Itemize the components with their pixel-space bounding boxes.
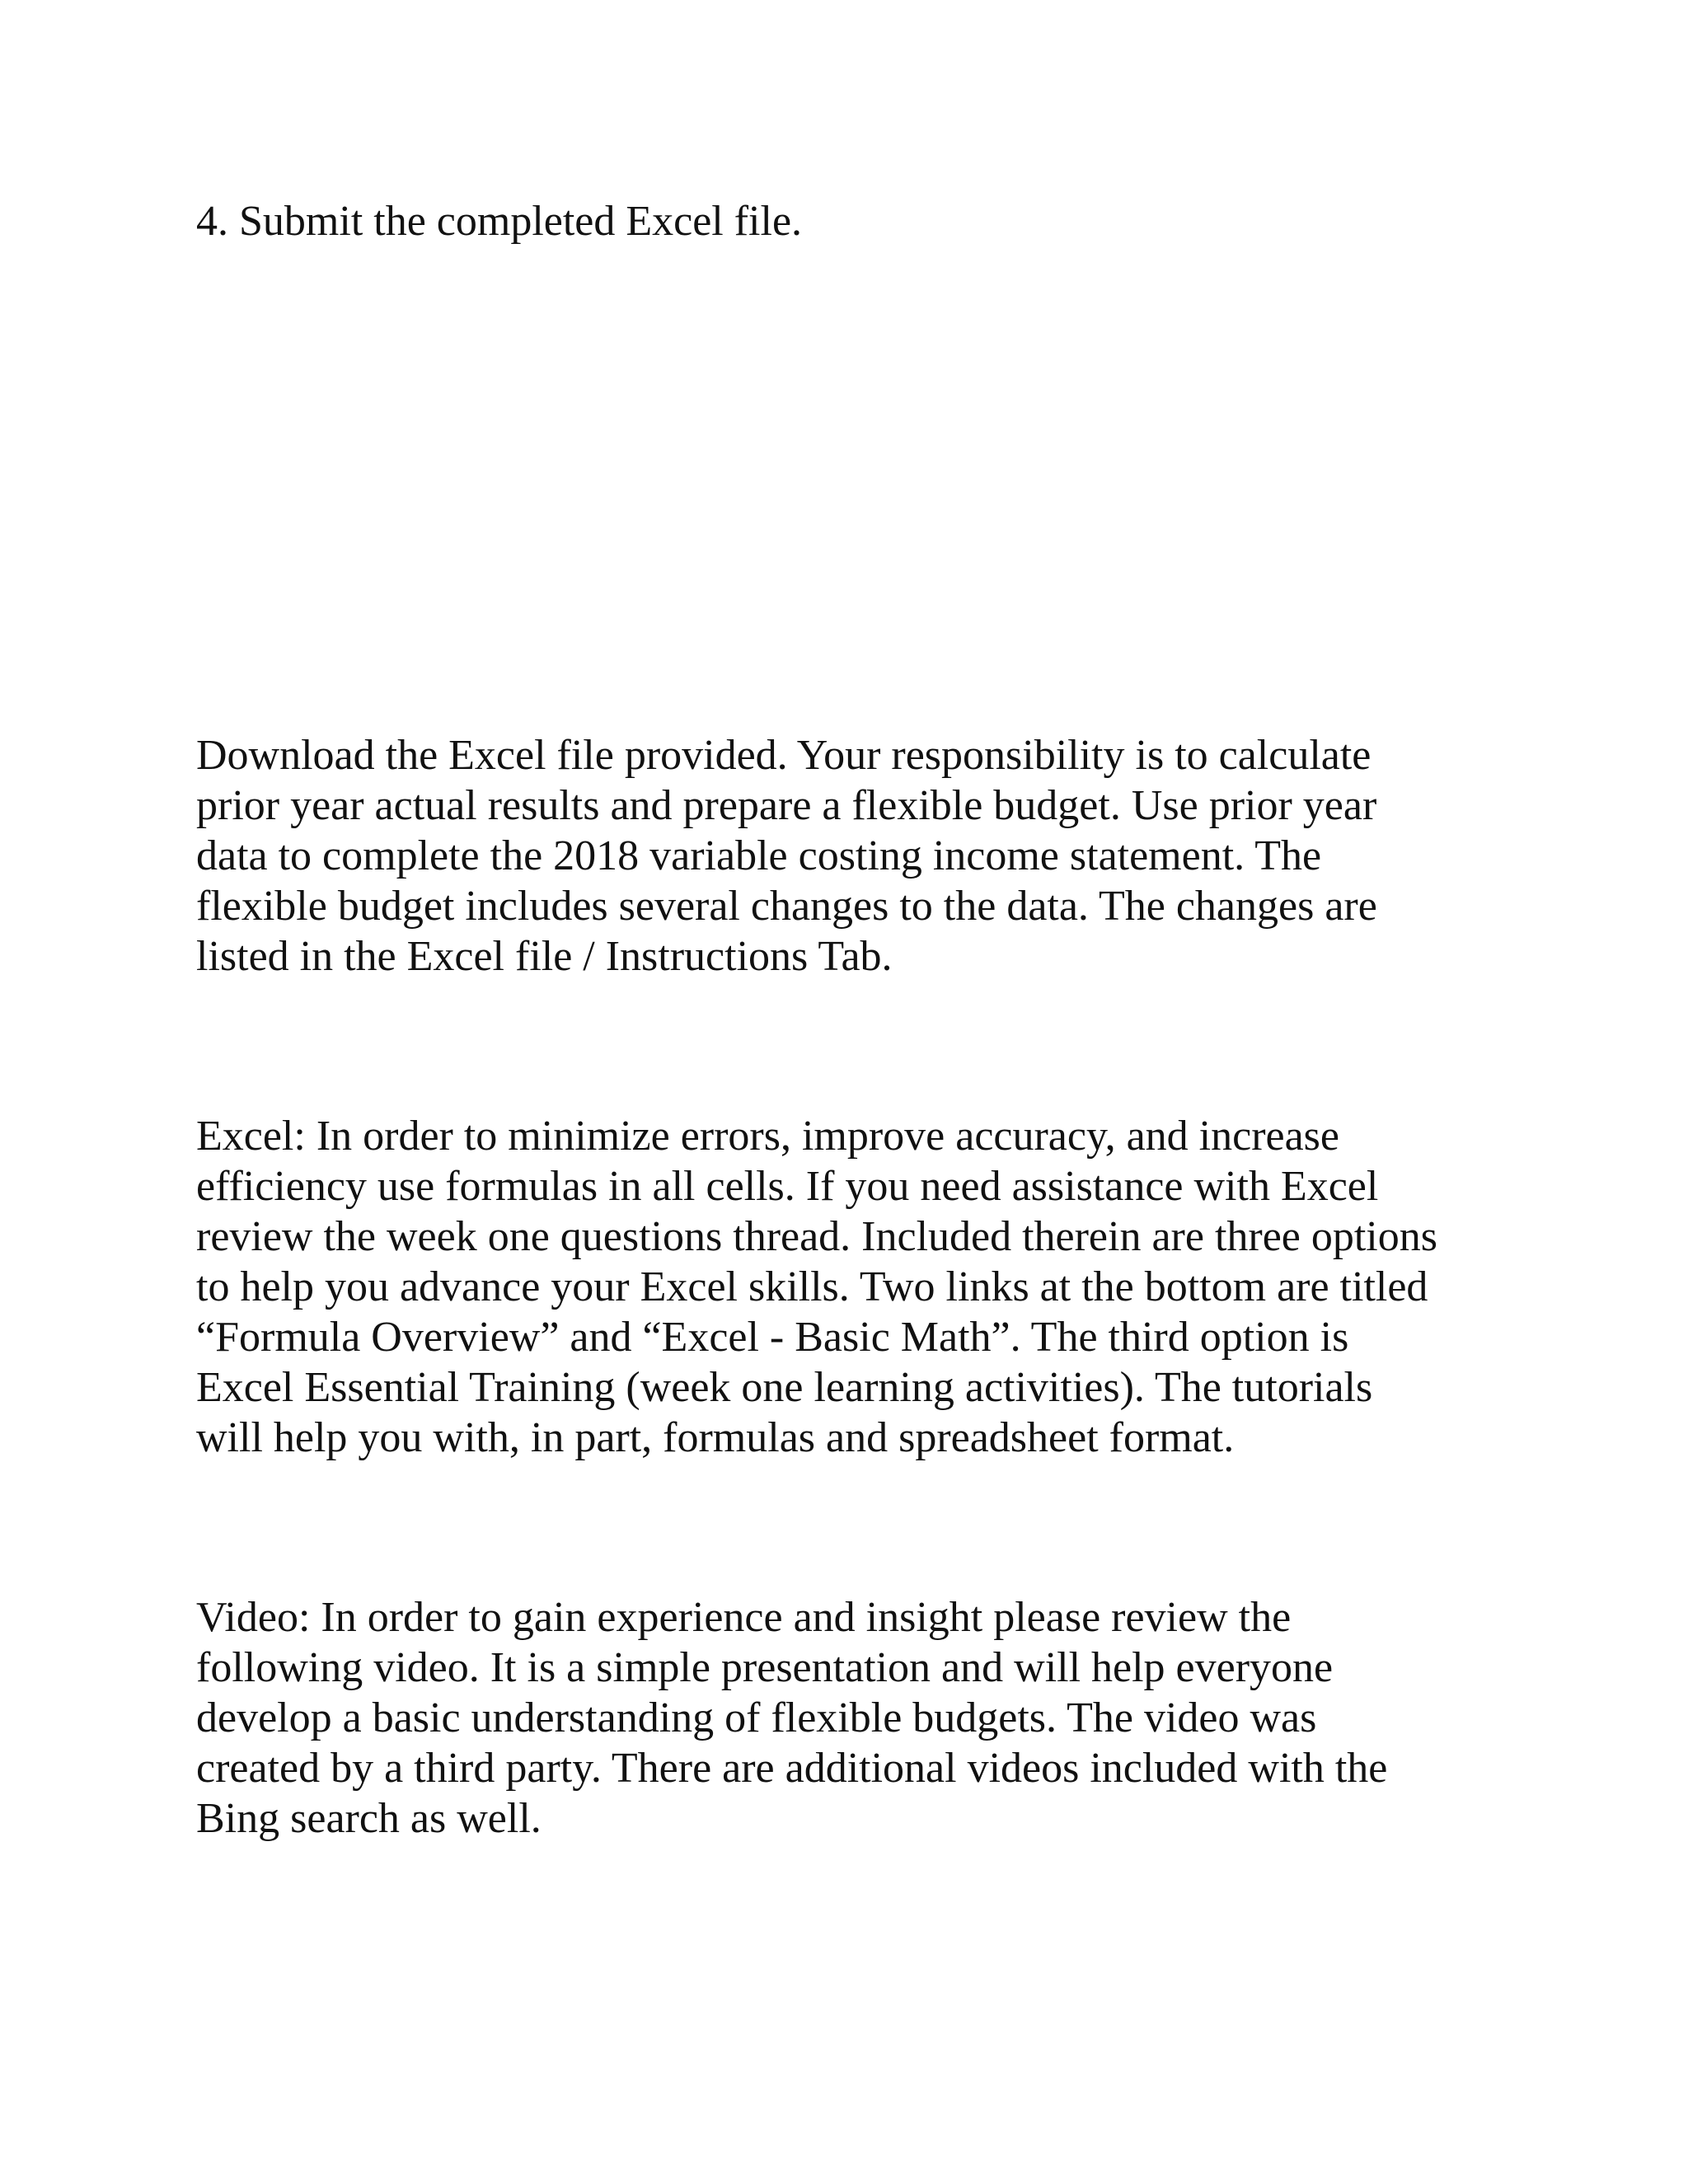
text-line: Bing search as well. — [196, 1795, 542, 1842]
text-line: 4. Submit the completed Excel file. — [196, 198, 803, 245]
text-line: develop a basic understanding of flexible budgets. The video was — [196, 1694, 1317, 1741]
excel-paragraph — [196, 1111, 1515, 1463]
video-paragraph — [196, 1592, 1515, 1844]
text-line: Excel Essential Training (week one learning activities). The tutorials — [196, 1364, 1373, 1411]
text-line: review the week one questions thread. Included therein are three options — [196, 1213, 1437, 1260]
text-line: following video. It is a simple presentation and will help everyone — [196, 1644, 1334, 1691]
text-line: created by a third party. There are additional videos included with the — [196, 1745, 1388, 1792]
text-line: Video: In order to gain experience and insight please review the — [196, 1594, 1292, 1641]
text-line: listed in the Excel file / Instructions Tab. — [196, 933, 893, 980]
text-line: flexible budget includes several changes to the data. The changes are — [196, 883, 1377, 930]
text-line: “Formula Overview” and “Excel - Basic Math”. The third option is — [196, 1314, 1349, 1361]
text-line: will help you with, in part, formulas and spreadsheet format. — [196, 1414, 1235, 1461]
text-line: to help you advance your Excel skills. Two links at the bottom are titled — [196, 1263, 1428, 1310]
text-line: Excel: In order to minimize errors, improve accuracy, and increase — [196, 1113, 1339, 1160]
text-line: prior year actual results and prepare a flexible budget. Use prior year — [196, 782, 1377, 829]
text-line: Download the Excel file provided. Your responsibility is to calculate — [196, 732, 1372, 779]
text-line: efficiency use formulas in all cells. If you need assistance with Excel — [196, 1163, 1379, 1210]
step-4-instruction — [196, 196, 1515, 246]
text-line: data to complete the 2018 variable costing income statement. The — [196, 832, 1322, 879]
download-paragraph — [196, 730, 1515, 982]
